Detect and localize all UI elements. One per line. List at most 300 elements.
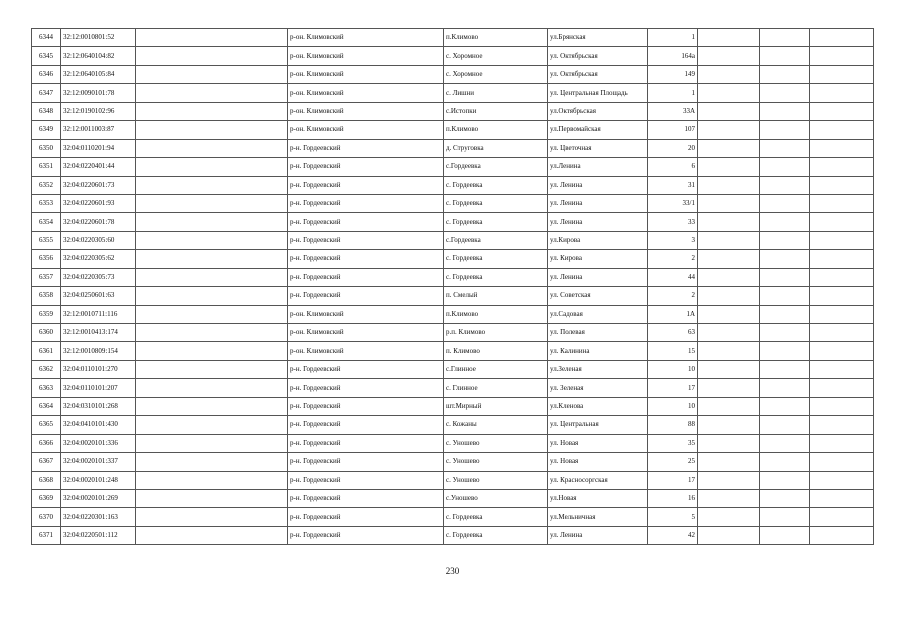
empty-cell [136, 213, 288, 231]
district-cell: р-н. Гордеевский [288, 194, 444, 212]
table-row [32, 471, 874, 489]
street-cell: ул. Ленина [548, 526, 648, 544]
empty-cell [698, 231, 760, 249]
cadastral-number-cell: 32:04:0220305:62 [61, 250, 136, 268]
empty-cell [760, 29, 810, 47]
empty-cell [810, 139, 874, 157]
district-cell: р-н. Гордеевский [288, 213, 444, 231]
empty-cell [810, 231, 874, 249]
empty-cell [698, 121, 760, 139]
table-row [32, 102, 874, 120]
locality-cell: с. Гордеевка [444, 250, 548, 268]
table-row [32, 397, 874, 415]
row-number-cell: 6364 [32, 397, 61, 415]
empty-cell [810, 158, 874, 176]
locality-cell: с. Гордеевка [444, 526, 548, 544]
table-row [32, 121, 874, 139]
table-row [32, 250, 874, 268]
street-cell: ул.Новая [548, 489, 648, 507]
empty-cell [810, 489, 874, 507]
district-cell: р-н. Гордеевский [288, 158, 444, 176]
row-number-cell: 6369 [32, 489, 61, 507]
empty-cell [698, 268, 760, 286]
empty-cell [810, 84, 874, 102]
cadastral-number-cell: 32:12:0011003:87 [61, 121, 136, 139]
row-number-cell: 6367 [32, 453, 61, 471]
empty-cell [698, 526, 760, 544]
row-number-cell: 6353 [32, 194, 61, 212]
row-number-cell: 6356 [32, 250, 61, 268]
house-number-cell: 20 [648, 139, 698, 157]
empty-cell [810, 397, 874, 415]
table-row [32, 305, 874, 323]
street-cell: ул.Первомайская [548, 121, 648, 139]
empty-cell [760, 250, 810, 268]
house-number-cell: 164а [648, 47, 698, 65]
table-row [32, 360, 874, 378]
empty-cell [760, 453, 810, 471]
empty-cell [810, 213, 874, 231]
empty-cell [698, 65, 760, 83]
street-cell: ул. Ленина [548, 176, 648, 194]
street-cell: ул. Ленина [548, 194, 648, 212]
empty-cell [136, 84, 288, 102]
house-number-cell: 10 [648, 397, 698, 415]
row-number-cell: 6348 [32, 102, 61, 120]
empty-cell [810, 360, 874, 378]
empty-cell [136, 434, 288, 452]
cadastral-number-cell: 32:04:0110101:207 [61, 379, 136, 397]
empty-cell [136, 397, 288, 415]
district-cell: р-он. Климовский [288, 121, 444, 139]
empty-cell [698, 324, 760, 342]
house-number-cell: 88 [648, 416, 698, 434]
cadastral-number-cell: 32:12:0640105:84 [61, 65, 136, 83]
empty-cell [136, 268, 288, 286]
house-number-cell: 1 [648, 29, 698, 47]
empty-cell [698, 434, 760, 452]
empty-cell [136, 29, 288, 47]
cadastral-number-cell: 32:12:0640104:82 [61, 47, 136, 65]
empty-cell [698, 416, 760, 434]
empty-cell [810, 342, 874, 360]
district-cell: р-он. Климовский [288, 342, 444, 360]
locality-cell: с.Глинное [444, 360, 548, 378]
empty-cell [136, 250, 288, 268]
locality-cell: п. Климово [444, 342, 548, 360]
street-cell: ул. Советская [548, 287, 648, 305]
empty-cell [698, 453, 760, 471]
cadastral-number-cell: 32:04:0250601:63 [61, 287, 136, 305]
empty-cell [136, 121, 288, 139]
locality-cell: с.Гордеевка [444, 231, 548, 249]
row-number-cell: 6359 [32, 305, 61, 323]
locality-cell: с. Гордеевка [444, 508, 548, 526]
house-number-cell: 33/1 [648, 194, 698, 212]
street-cell: ул.Мельничная [548, 508, 648, 526]
house-number-cell: 25 [648, 453, 698, 471]
house-number-cell: 3 [648, 231, 698, 249]
empty-cell [810, 194, 874, 212]
locality-cell: с. Глинное [444, 379, 548, 397]
cadastral-number-cell: 32:04:0020101:269 [61, 489, 136, 507]
empty-cell [136, 342, 288, 360]
empty-cell [136, 453, 288, 471]
cadastral-number-cell: 32:04:0110201:94 [61, 139, 136, 157]
empty-cell [136, 508, 288, 526]
empty-cell [698, 176, 760, 194]
district-cell: р-он. Климовский [288, 324, 444, 342]
row-number-cell: 6371 [32, 526, 61, 544]
empty-cell [760, 194, 810, 212]
empty-cell [136, 360, 288, 378]
property-register-table [31, 28, 874, 545]
district-cell: р-н. Гордеевский [288, 360, 444, 378]
house-number-cell: 17 [648, 379, 698, 397]
empty-cell [760, 158, 810, 176]
house-number-cell: 6 [648, 158, 698, 176]
street-cell: ул. Цветочная [548, 139, 648, 157]
district-cell: р-н. Гордеевский [288, 139, 444, 157]
table-row [32, 194, 874, 212]
house-number-cell: 1А [648, 305, 698, 323]
empty-cell [698, 250, 760, 268]
row-number-cell: 6366 [32, 434, 61, 452]
district-cell: р-он. Климовский [288, 47, 444, 65]
district-cell: р-н. Гордеевский [288, 268, 444, 286]
empty-cell [698, 194, 760, 212]
locality-cell: п.Климово [444, 29, 548, 47]
empty-cell [136, 158, 288, 176]
house-number-cell: 35 [648, 434, 698, 452]
street-cell: ул.Садовая [548, 305, 648, 323]
empty-cell [760, 379, 810, 397]
empty-cell [136, 47, 288, 65]
house-number-cell: 44 [648, 268, 698, 286]
empty-cell [136, 305, 288, 323]
street-cell: ул. Полевая [548, 324, 648, 342]
empty-cell [810, 29, 874, 47]
table-row [32, 47, 874, 65]
empty-cell [760, 268, 810, 286]
empty-cell [760, 434, 810, 452]
street-cell: ул.Зеленая [548, 360, 648, 378]
empty-cell [760, 526, 810, 544]
row-number-cell: 6346 [32, 65, 61, 83]
table-row [32, 65, 874, 83]
locality-cell: п. Смелый [444, 287, 548, 305]
locality-cell: с. Уношево [444, 453, 548, 471]
district-cell: р-он. Климовский [288, 65, 444, 83]
row-number-cell: 6349 [32, 121, 61, 139]
page-number: 230 [445, 566, 460, 576]
empty-cell [136, 471, 288, 489]
locality-cell: с. Гордеевка [444, 176, 548, 194]
row-number-cell: 6368 [32, 471, 61, 489]
locality-cell: с. Лишни [444, 84, 548, 102]
house-number-cell: 63 [648, 324, 698, 342]
cadastral-number-cell: 32:04:0110101:270 [61, 360, 136, 378]
empty-cell [136, 379, 288, 397]
cadastral-number-cell: 32:04:0020101:336 [61, 434, 136, 452]
empty-cell [698, 342, 760, 360]
empty-cell [810, 471, 874, 489]
empty-cell [698, 139, 760, 157]
empty-cell [810, 47, 874, 65]
row-number-cell: 6352 [32, 176, 61, 194]
empty-cell [810, 121, 874, 139]
locality-cell: с.Уношево [444, 489, 548, 507]
cadastral-number-cell: 32:04:0410101:430 [61, 416, 136, 434]
house-number-cell: 33 [648, 213, 698, 231]
cadastral-number-cell: 32:04:0310101:268 [61, 397, 136, 415]
locality-cell: п.Климово [444, 121, 548, 139]
locality-cell: с. Уношево [444, 434, 548, 452]
table-row [32, 416, 874, 434]
empty-cell [810, 305, 874, 323]
empty-cell [136, 526, 288, 544]
empty-cell [760, 342, 810, 360]
empty-cell [136, 287, 288, 305]
empty-cell [698, 84, 760, 102]
empty-cell [810, 287, 874, 305]
empty-cell [810, 508, 874, 526]
district-cell: р-н. Гордеевский [288, 176, 444, 194]
district-cell: р-н. Гордеевский [288, 489, 444, 507]
empty-cell [810, 526, 874, 544]
house-number-cell: 33А [648, 102, 698, 120]
locality-cell: с. Хоромное [444, 65, 548, 83]
empty-cell [760, 102, 810, 120]
district-cell: р-н. Гордеевский [288, 434, 444, 452]
locality-cell: с. Кожаны [444, 416, 548, 434]
empty-cell [810, 250, 874, 268]
district-cell: р-н. Гордеевский [288, 416, 444, 434]
empty-cell [760, 416, 810, 434]
table-row [32, 508, 874, 526]
register-sheet [31, 28, 874, 545]
cadastral-number-cell: 32:04:0220305:73 [61, 268, 136, 286]
empty-cell [760, 508, 810, 526]
table-row [32, 434, 874, 452]
street-cell: ул. Новая [548, 434, 648, 452]
locality-cell: с.Гордеевка [444, 158, 548, 176]
table-row [32, 84, 874, 102]
row-number-cell: 6345 [32, 47, 61, 65]
cadastral-number-cell: 32:04:0220601:73 [61, 176, 136, 194]
street-cell: ул. Кирова [548, 250, 648, 268]
street-cell: ул.Кирова [548, 231, 648, 249]
row-number-cell: 6363 [32, 379, 61, 397]
cadastral-number-cell: 32:12:0010711:116 [61, 305, 136, 323]
table-row [32, 176, 874, 194]
empty-cell [760, 471, 810, 489]
empty-cell [810, 416, 874, 434]
house-number-cell: 107 [648, 121, 698, 139]
cadastral-number-cell: 32:04:0220601:93 [61, 194, 136, 212]
table-row [32, 29, 874, 47]
district-cell: р-он. Климовский [288, 29, 444, 47]
locality-cell: с. Гордеевка [444, 268, 548, 286]
empty-cell [760, 65, 810, 83]
row-number-cell: 6350 [32, 139, 61, 157]
table-row [32, 158, 874, 176]
cadastral-number-cell: 32:04:0220305:60 [61, 231, 136, 249]
locality-cell: д. Струговка [444, 139, 548, 157]
street-cell: ул. Ленина [548, 268, 648, 286]
row-number-cell: 6355 [32, 231, 61, 249]
table-row [32, 489, 874, 507]
empty-cell [810, 176, 874, 194]
street-cell: ул. Зеленая [548, 379, 648, 397]
empty-cell [698, 489, 760, 507]
district-cell: р-н. Гордеевский [288, 250, 444, 268]
empty-cell [698, 508, 760, 526]
street-cell: ул. Октябрьская [548, 47, 648, 65]
empty-cell [698, 102, 760, 120]
empty-cell [810, 65, 874, 83]
empty-cell [136, 489, 288, 507]
house-number-cell: 2 [648, 250, 698, 268]
empty-cell [810, 453, 874, 471]
row-number-cell: 6354 [32, 213, 61, 231]
house-number-cell: 42 [648, 526, 698, 544]
row-number-cell: 6365 [32, 416, 61, 434]
street-cell: ул. Калинина [548, 342, 648, 360]
street-cell: ул. Ленина [548, 213, 648, 231]
empty-cell [698, 471, 760, 489]
table-row [32, 139, 874, 157]
empty-cell [760, 287, 810, 305]
row-number-cell: 6357 [32, 268, 61, 286]
empty-cell [698, 305, 760, 323]
district-cell: р-н. Гордеевский [288, 379, 444, 397]
table-row [32, 231, 874, 249]
empty-cell [760, 176, 810, 194]
empty-cell [136, 194, 288, 212]
house-number-cell: 10 [648, 360, 698, 378]
cadastral-number-cell: 32:04:0020101:248 [61, 471, 136, 489]
empty-cell [698, 379, 760, 397]
empty-cell [760, 305, 810, 323]
cadastral-number-cell: 32:04:0220401:44 [61, 158, 136, 176]
row-number-cell: 6362 [32, 360, 61, 378]
street-cell: ул.Кленова [548, 397, 648, 415]
house-number-cell: 5 [648, 508, 698, 526]
empty-cell [698, 287, 760, 305]
district-cell: р-н. Гордеевский [288, 287, 444, 305]
locality-cell: с.Истопки [444, 102, 548, 120]
table-row [32, 526, 874, 544]
empty-cell [698, 213, 760, 231]
empty-cell [698, 397, 760, 415]
street-cell: ул. Центральная Площадь [548, 84, 648, 102]
district-cell: р-он. Климовский [288, 84, 444, 102]
house-number-cell: 16 [648, 489, 698, 507]
cadastral-number-cell: 32:12:0010801:52 [61, 29, 136, 47]
district-cell: р-н. Гордеевский [288, 397, 444, 415]
empty-cell [810, 268, 874, 286]
row-number-cell: 6351 [32, 158, 61, 176]
district-cell: р-он. Климовский [288, 305, 444, 323]
empty-cell [810, 102, 874, 120]
cadastral-number-cell: 32:12:0090101:78 [61, 84, 136, 102]
row-number-cell: 6360 [32, 324, 61, 342]
register-rows [32, 29, 874, 545]
street-cell: ул. Октябрьская [548, 65, 648, 83]
empty-cell [760, 360, 810, 378]
empty-cell [760, 213, 810, 231]
empty-cell [760, 139, 810, 157]
table-row [32, 268, 874, 286]
empty-cell [698, 158, 760, 176]
empty-cell [760, 324, 810, 342]
cadastral-number-cell: 32:12:0010809:154 [61, 342, 136, 360]
table-row [32, 453, 874, 471]
locality-cell: с. Хоромное [444, 47, 548, 65]
locality-cell: с. Уношево [444, 471, 548, 489]
empty-cell [136, 65, 288, 83]
table-row [32, 324, 874, 342]
district-cell: р-н. Гордеевский [288, 508, 444, 526]
cadastral-number-cell: 32:12:0190102:96 [61, 102, 136, 120]
cadastral-number-cell: 32:04:0220601:78 [61, 213, 136, 231]
district-cell: р-н. Гордеевский [288, 526, 444, 544]
empty-cell [136, 176, 288, 194]
cadastral-number-cell: 32:04:0220301:163 [61, 508, 136, 526]
locality-cell: р.п. Климово [444, 324, 548, 342]
street-cell: ул.Брянская [548, 29, 648, 47]
street-cell: ул.Октябрьская [548, 102, 648, 120]
house-number-cell: 1 [648, 84, 698, 102]
house-number-cell: 2 [648, 287, 698, 305]
district-cell: р-н. Гордеевский [288, 471, 444, 489]
locality-cell: шт.Мирный [444, 397, 548, 415]
house-number-cell: 15 [648, 342, 698, 360]
empty-cell [698, 47, 760, 65]
empty-cell [760, 84, 810, 102]
table-row [32, 287, 874, 305]
locality-cell: с. Гордеевка [444, 213, 548, 231]
locality-cell: п.Климово [444, 305, 548, 323]
cadastral-number-cell: 32:12:0010413:174 [61, 324, 136, 342]
street-cell: ул.Ленина [548, 158, 648, 176]
empty-cell [698, 29, 760, 47]
table-row [32, 342, 874, 360]
street-cell: ул. Центральная [548, 416, 648, 434]
empty-cell [760, 231, 810, 249]
street-cell: ул. Красносоргская [548, 471, 648, 489]
house-number-cell: 149 [648, 65, 698, 83]
house-number-cell: 31 [648, 176, 698, 194]
empty-cell [760, 121, 810, 139]
empty-cell [136, 102, 288, 120]
table-row [32, 213, 874, 231]
empty-cell [810, 324, 874, 342]
district-cell: р-он. Климовский [288, 102, 444, 120]
row-number-cell: 6344 [32, 29, 61, 47]
empty-cell [760, 489, 810, 507]
cadastral-number-cell: 32:04:0020101:337 [61, 453, 136, 471]
table-row [32, 379, 874, 397]
street-cell: ул. Новая [548, 453, 648, 471]
empty-cell [698, 360, 760, 378]
row-number-cell: 6358 [32, 287, 61, 305]
empty-cell [760, 397, 810, 415]
house-number-cell: 17 [648, 471, 698, 489]
row-number-cell: 6347 [32, 84, 61, 102]
row-number-cell: 6361 [32, 342, 61, 360]
